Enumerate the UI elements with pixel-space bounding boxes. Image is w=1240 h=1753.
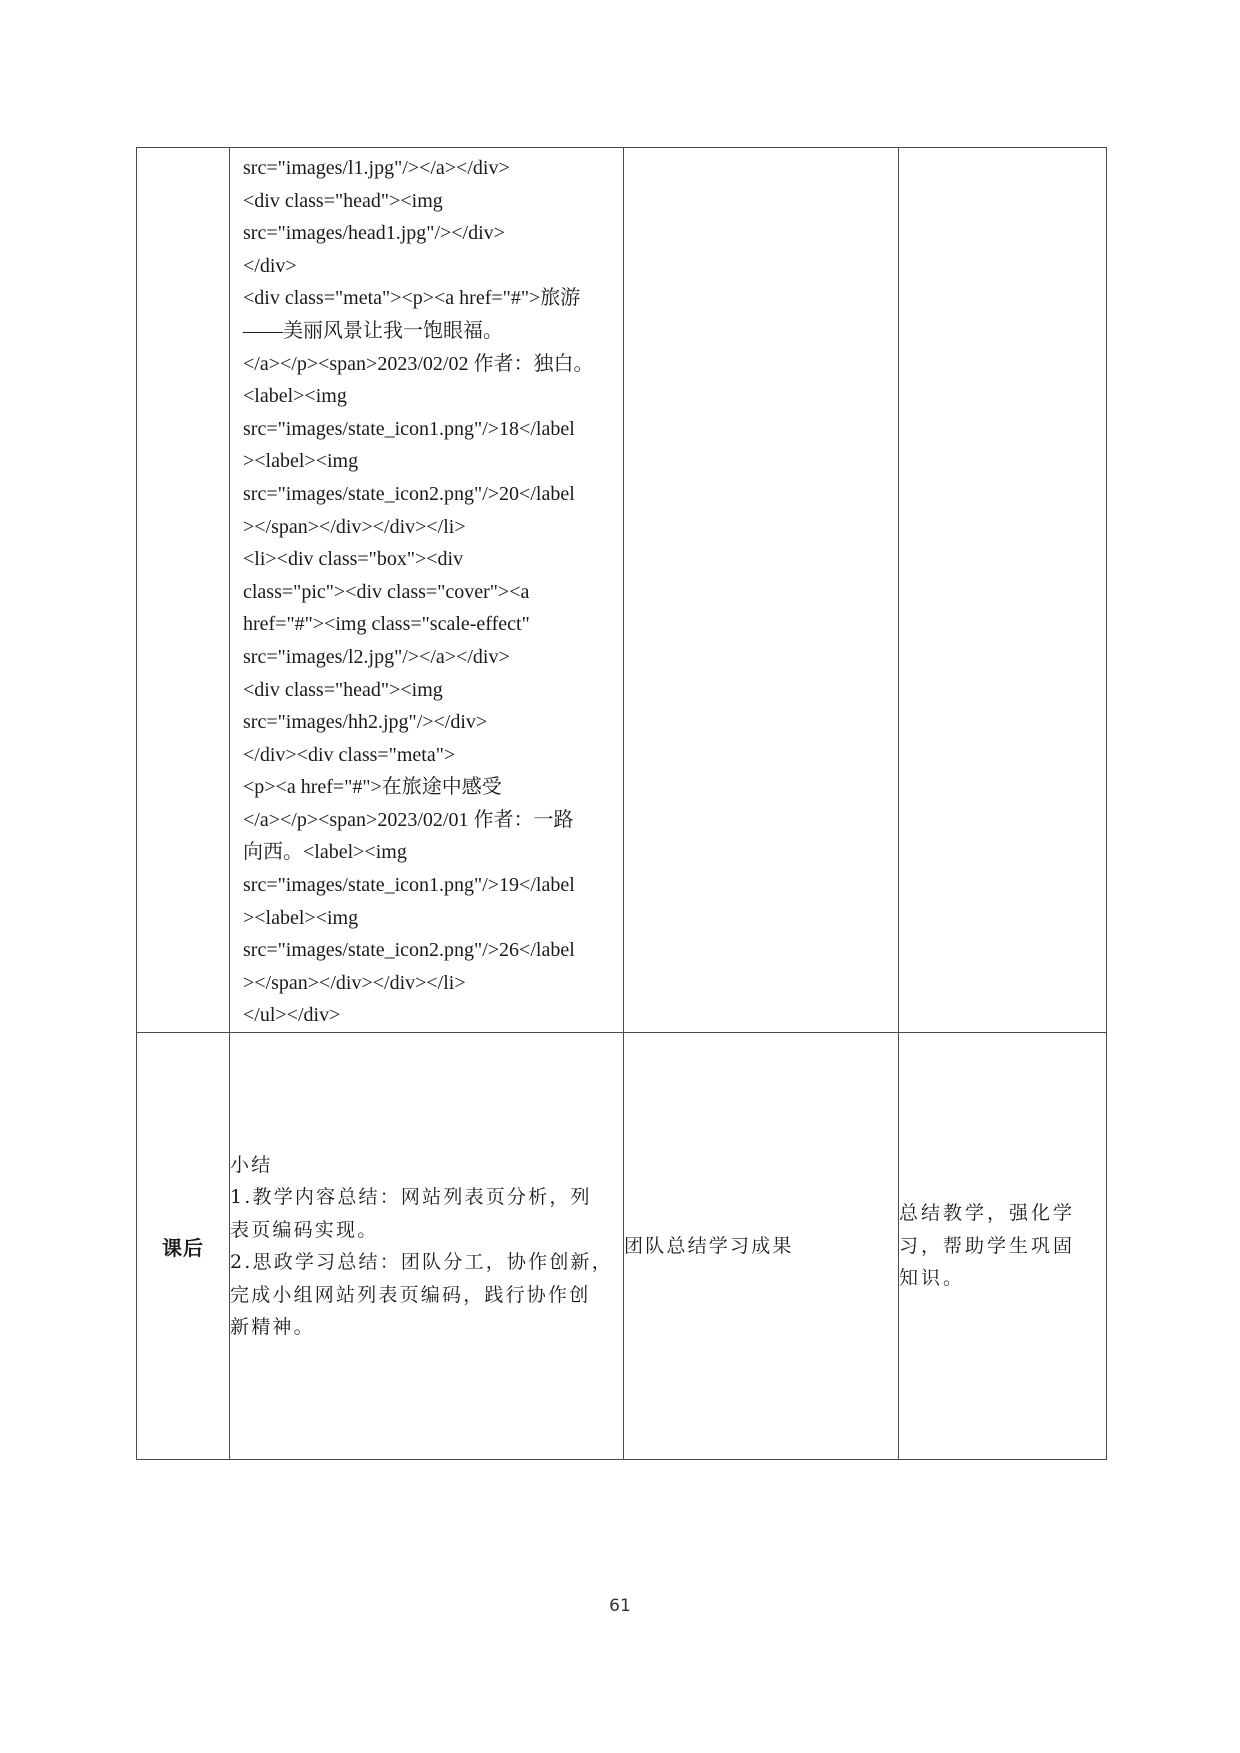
phase-cell-empty (137, 148, 230, 1033)
code-line: <label><img (243, 385, 347, 408)
phase-label: 课后 (137, 1033, 230, 1460)
code-line: ><label><img (243, 450, 359, 473)
design-intent-line: 知识。 (899, 1267, 966, 1290)
code-line: <div class="head"><img (243, 678, 443, 701)
summary-line: 2.思政学习总结：团队分工，协作创新， (230, 1251, 613, 1274)
code-line: </div><div class="meta"> (243, 743, 456, 766)
code-line: src="images/hh2.jpg"/></div> (243, 711, 488, 734)
student-activity-cell: 团队总结学习成果 (624, 1033, 899, 1460)
code-line: <p><a href="#">在旅途中感受 (243, 776, 502, 799)
summary-text (230, 1149, 623, 1344)
code-line: <li><div class="box"><div (243, 548, 464, 571)
code-listing-cell (230, 148, 624, 1033)
code-line: ></span></div></div></li> (243, 515, 466, 538)
code-line: ——美丽风景让我一饱眼福。 (243, 319, 503, 342)
summary-line: 完成小组网站列表页编码，践行协作创 (230, 1283, 591, 1306)
code-line: src="images/state_icon1.png"/>18</label (243, 417, 575, 440)
lesson-plan-table (136, 147, 1107, 1460)
design-intent-text (899, 1197, 1106, 1295)
code-line: </a></p><span>2023/02/02 作者：独白。 (243, 352, 594, 375)
code-line: </ul></div> (243, 1004, 341, 1027)
summary-line: 新精神。 (230, 1316, 315, 1339)
code-line: src="images/state_icon2.png"/>26</label (243, 939, 575, 962)
code-line: src="images/state_icon1.png"/>19</label (243, 874, 575, 897)
summary-line: 小结 (230, 1153, 273, 1176)
code-listing (230, 148, 623, 1032)
code-line: </a></p><span>2023/02/01 作者：一路 (243, 808, 574, 831)
code-line: <div class="head"><img (243, 189, 443, 212)
code-line: src="images/l2.jpg"/></a></div> (243, 645, 510, 668)
code-row (137, 148, 1107, 1033)
code-line: href="#"><img class="scale-effect" (243, 613, 530, 636)
page-number: 61 (609, 1596, 631, 1616)
code-line: src="images/state_icon2.png"/>20</label (243, 482, 575, 505)
code-line: src="images/head1.jpg"/></div> (243, 222, 505, 245)
summary-cell (230, 1033, 624, 1460)
activity-cell-empty (624, 148, 899, 1033)
design-intent-line: 总结教学，强化学 (899, 1202, 1076, 1225)
code-line: src="images/l1.jpg"/></a></div> (243, 157, 510, 179)
code-line: </div> (243, 254, 297, 277)
summary-line: 1.教学内容总结：网站列表页分析，列 (230, 1186, 592, 1209)
design-intent-line: 习，帮助学生巩固 (899, 1234, 1076, 1257)
code-line: ><label><img (243, 906, 359, 929)
design-intent-cell (899, 1033, 1107, 1460)
code-line: ></span></div></div></li> (243, 971, 466, 994)
code-line: <div class="meta"><p><a href="#">旅游 (243, 287, 581, 310)
summary-line: 表页编码实现。 (230, 1218, 379, 1241)
after-class-row (137, 1033, 1107, 1460)
intent-cell-empty (899, 148, 1107, 1033)
code-line: 向西。<label><img (243, 841, 407, 864)
code-line: class="pic"><div class="cover"><a (243, 580, 530, 603)
